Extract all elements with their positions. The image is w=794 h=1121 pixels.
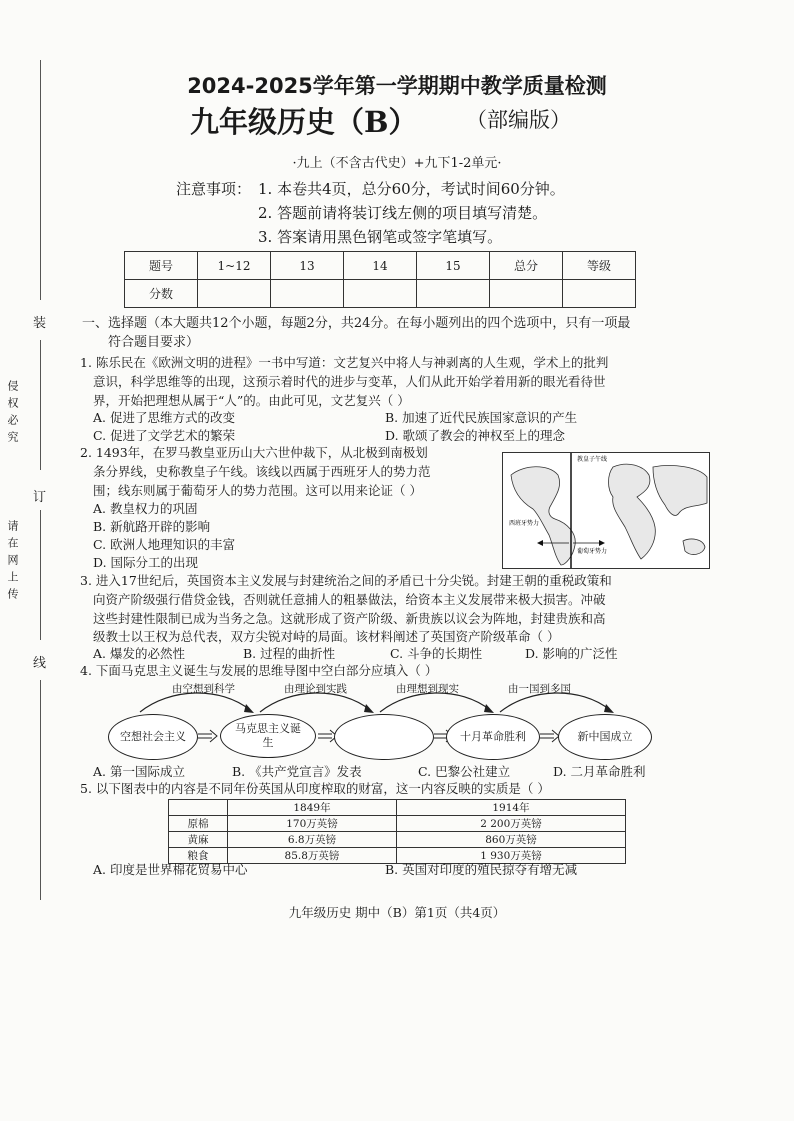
trade-table bbox=[168, 799, 626, 864]
score-cell[interactable] bbox=[344, 280, 417, 308]
table-cell: 1 930万英镑 bbox=[397, 848, 626, 864]
q2-line: 2. 1493年，在罗马教皇亚历山大六世仲裁下，从北极到南极划 bbox=[80, 445, 428, 460]
binding-line-bottom bbox=[40, 680, 41, 900]
edition-label: （部编版） bbox=[466, 108, 571, 132]
binding-char-xian: 线 bbox=[33, 656, 47, 671]
q3-line: 3. 进入17世纪后，英国资本主义发展与封建统治之间的矛盾已十分尖锐。封建王朝的重税政策和 bbox=[80, 573, 612, 588]
score-header: 14 bbox=[344, 252, 417, 280]
q1-line: 界，开始把理想从属于“人”的。由此可见，文艺复兴（ ） bbox=[93, 393, 410, 408]
binding-warning-right: 侵权必究 bbox=[6, 380, 19, 448]
table-cell: 2 200万英镑 bbox=[397, 816, 626, 832]
map-graphic bbox=[503, 453, 709, 568]
arc-2-head bbox=[364, 704, 374, 713]
q4-option-c[interactable]: C. 巴黎公社建立 bbox=[418, 764, 511, 779]
arrow-label-1: 由空想到科学 bbox=[172, 683, 235, 695]
q3-option-b[interactable]: B. 过程的曲折性 bbox=[243, 646, 336, 661]
q1-option-c[interactable]: C. 促进了文学艺术的繁荣 bbox=[93, 428, 236, 443]
q4-option-b[interactable]: B. 《共产党宣言》发表 bbox=[232, 764, 362, 779]
node-blank[interactable] bbox=[334, 714, 434, 760]
score-header: 题号 bbox=[125, 252, 198, 280]
arrow-label-3: 由理想到现实 bbox=[396, 683, 459, 695]
arc-4-head bbox=[604, 704, 614, 713]
q2-option-d[interactable]: D. 国际分工的出现 bbox=[93, 555, 199, 570]
exam-scope: ·九上（不含古代史）+九下1-2单元· bbox=[292, 156, 502, 171]
map-label-portugal: 葡萄牙势力 bbox=[577, 548, 608, 555]
map-label-spain: 西班牙势力 bbox=[509, 520, 540, 527]
score-cell[interactable] bbox=[271, 280, 344, 308]
q3-line: 这些封建性限制已成为当务之急。这就形成了资产阶级、新贵族以议会为阵地，封建贵族和高 bbox=[93, 611, 606, 626]
table-cell: 170万英镑 bbox=[228, 816, 397, 832]
score-header: 等级 bbox=[563, 252, 636, 280]
table-header: 1914年 bbox=[397, 800, 626, 816]
q1-option-a[interactable]: A. 促进了思维方式的改变 bbox=[93, 410, 235, 425]
binding-warning-left: 请在网上传 bbox=[6, 520, 19, 605]
q1-line: 1. 陈乐民在《欧洲文明的进程》一书中写道：文艺复兴中将人与神剥离的人生观，学术上的批判 bbox=[80, 355, 609, 370]
node-utopian-socialism: 空想社会主义 bbox=[108, 714, 198, 760]
node-marxism-birth: 马克思主义诞生 bbox=[220, 714, 316, 758]
asia-landmass bbox=[653, 465, 707, 515]
table-cell: 粮食 bbox=[169, 848, 228, 864]
table-cell: 原棉 bbox=[169, 816, 228, 832]
q1-line: 意识，科学思维等的出现，这预示着时代的进步与变革，人们从此开始学着用新的眼光看待世 bbox=[93, 374, 606, 389]
score-cell[interactable] bbox=[198, 280, 271, 308]
score-table-header-row bbox=[125, 252, 636, 280]
score-cell[interactable] bbox=[563, 280, 636, 308]
section-heading-cont: 符合题目要求） bbox=[108, 335, 200, 350]
table-cell: 黄麻 bbox=[169, 832, 228, 848]
papal-line-map bbox=[502, 452, 710, 569]
score-cell[interactable] bbox=[490, 280, 563, 308]
arc-3-head bbox=[484, 704, 494, 713]
q2-option-b[interactable]: B. 新航路开辟的影响 bbox=[93, 519, 211, 534]
europe-africa-landmass bbox=[609, 464, 656, 559]
q3-option-d[interactable]: D. 影响的广泛性 bbox=[525, 646, 618, 661]
table-row bbox=[169, 816, 626, 832]
binding-char-ding: 订 bbox=[33, 490, 47, 505]
table-cell: 6.8万英镑 bbox=[228, 832, 397, 848]
table-cell: 860万英镑 bbox=[397, 832, 626, 848]
page-footer: 九年级历史 期中（B）第1页（共4页） bbox=[288, 905, 506, 920]
q3-line: 级教士以王权为总代表，双方尖锐对峙的局面。该材料阐述了英国资产阶级革命（ ） bbox=[93, 629, 560, 644]
q4-option-a[interactable]: A. 第一国际成立 bbox=[93, 764, 185, 779]
arrow-label-4: 由一国到多国 bbox=[508, 683, 571, 695]
australia-landmass bbox=[683, 539, 705, 554]
q2-line: 围；线东则属于葡萄牙人的势力范围。这可以用来论证（ ） bbox=[93, 483, 422, 498]
east-arrowhead bbox=[599, 540, 605, 546]
exam-title: 2024-2025学年第一学期期中教学质量检测 bbox=[187, 74, 607, 98]
binding-char-zhuang: 装 bbox=[33, 316, 47, 331]
q5-option-b[interactable]: B. 英国对印度的殖民掠夺有增无减 bbox=[385, 862, 578, 877]
score-table-score-row bbox=[125, 280, 636, 308]
arc-1-head bbox=[244, 704, 254, 713]
notice-3: 3. 答案请用黑色钢笔或签字笔填写。 bbox=[258, 228, 503, 246]
map-label-meridian: 教皇子午线 bbox=[577, 456, 608, 463]
subject-title: 九年级历史（B） bbox=[190, 105, 418, 139]
score-header: 总分 bbox=[490, 252, 563, 280]
q3-option-c[interactable]: C. 斗争的长期性 bbox=[390, 646, 483, 661]
q3-option-a[interactable]: A. 爆发的必然性 bbox=[93, 646, 185, 661]
score-header: 15 bbox=[417, 252, 490, 280]
binding-line-mid1 bbox=[40, 340, 41, 470]
score-header: 1~12 bbox=[198, 252, 271, 280]
q5-line: 5. 以下图表中的内容是不同年份英国从印度榨取的财富，这一内容反映的实质是（ ） bbox=[80, 781, 550, 796]
notice-1: 1. 本卷共4页，总分60分，考试时间60分钟。 bbox=[258, 180, 565, 198]
section-heading: 一、选择题（本大题共12个小题，每题2分，共24分。在每小题列出的四个选项中，只有一项最 bbox=[82, 316, 631, 331]
americas-landmass bbox=[511, 467, 575, 565]
q4-line: 4. 下面马克思主义诞生与发展的思维导图中空白部分应填入（ ） bbox=[80, 663, 438, 678]
table-header: 1849年 bbox=[228, 800, 397, 816]
score-row-label: 分数 bbox=[125, 280, 198, 308]
binding-line-mid2 bbox=[40, 510, 41, 640]
table-header bbox=[169, 800, 228, 816]
node-prc-founding: 新中国成立 bbox=[558, 714, 652, 760]
node-october-revolution: 十月革命胜利 bbox=[446, 714, 540, 760]
table-cell: 85.8万英镑 bbox=[228, 848, 397, 864]
notice-label: 注意事项： bbox=[176, 180, 252, 198]
west-arrowhead bbox=[537, 540, 543, 546]
q5-option-a[interactable]: A. 印度是世界棉花贸易中心 bbox=[93, 862, 248, 877]
q2-option-a[interactable]: A. 教皇权力的巩固 bbox=[93, 501, 198, 516]
score-cell[interactable] bbox=[417, 280, 490, 308]
table-row bbox=[169, 832, 626, 848]
arrow-label-2: 由理论到实践 bbox=[284, 683, 347, 695]
notice-2: 2. 答题前请将装订线左侧的项目填写清楚。 bbox=[258, 204, 548, 222]
q1-option-b[interactable]: B. 加速了近代民族国家意识的产生 bbox=[385, 410, 578, 425]
q2-line: 条分界线，史称教皇子午线。该线以西属于西班牙人的势力范 bbox=[93, 464, 431, 479]
q1-option-d[interactable]: D. 歌颂了教会的神权至上的理念 bbox=[385, 428, 566, 443]
score-table bbox=[124, 251, 636, 308]
table-header-row bbox=[169, 800, 626, 816]
score-header: 13 bbox=[271, 252, 344, 280]
q3-line: 向资产阶级强行借贷金钱，否则就任意捕人的粗暴做法，给资本主义发展带来极大损害。冲破 bbox=[93, 592, 606, 607]
q4-option-d[interactable]: D. 二月革命胜利 bbox=[553, 764, 646, 779]
q2-option-c[interactable]: C. 欧洲人地理知识的丰富 bbox=[93, 537, 236, 552]
